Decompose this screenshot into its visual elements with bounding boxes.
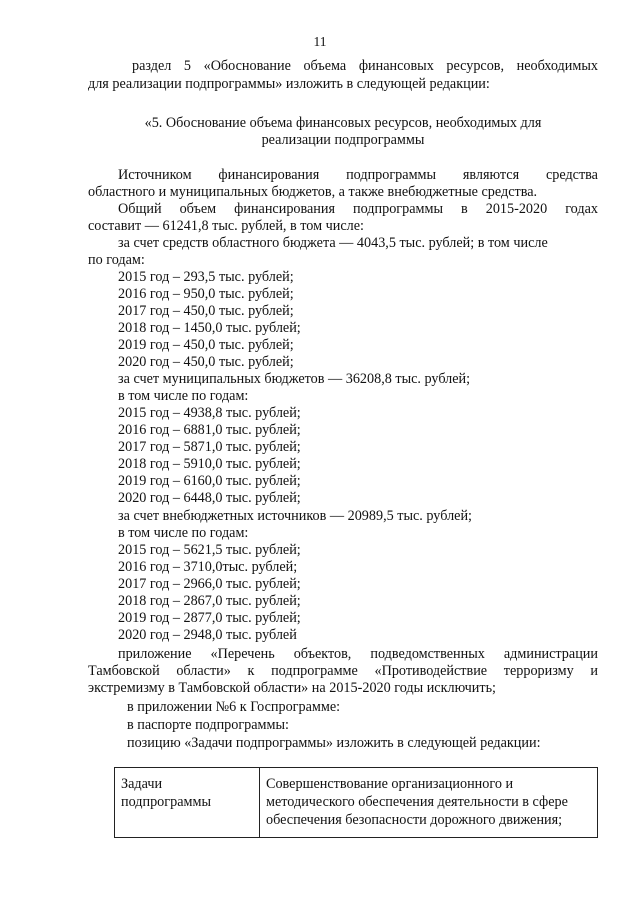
tasks-table [114, 767, 598, 838]
word: Тамбовской [88, 663, 160, 679]
municipal-year-2015: 2015 год – 4938,8 тыс. рублей; [118, 405, 301, 421]
word: являются [462, 167, 520, 183]
word: к [247, 663, 255, 679]
municipal-year-2017: 2017 год – 5871,0 тыс. рублей; [118, 439, 301, 455]
closing-line-1: в приложении №6 к Госпрограмме: [127, 699, 341, 715]
word: подпрограммы [353, 201, 444, 217]
municipal-year-2020: 2020 год – 6448,0 тыс. рублей; [118, 490, 301, 506]
extrabudget-year-2017: 2017 год – 2966,0 тыс. рублей; [118, 576, 301, 592]
municipal-year-2016: 2016 год – 6881,0 тыс. рублей; [118, 422, 301, 438]
extrabudget-year-2018: 2018 год – 2867,0 тыс. рублей; [118, 593, 301, 609]
table-row [115, 768, 598, 838]
word: в [461, 201, 468, 217]
word: финансирования [234, 201, 336, 217]
extrabudget-line: за счет внебюджетных источников — 20989,5 тыс. рублей; [118, 508, 472, 524]
word: «Противодействие [374, 663, 488, 679]
word: терроризму [503, 663, 574, 679]
regional-year-2020: 2020 год – 450,0 тыс. рублей; [118, 354, 294, 370]
municipal-year-2019: 2019 год – 6160,0 тыс. рублей; [118, 473, 301, 489]
regional-year-2019: 2019 год – 450,0 тыс. рублей; [118, 337, 294, 353]
regional-year-2017: 2017 год – 450,0 тыс. рублей; [118, 303, 294, 319]
municipal-budget-line: за счет муниципальных бюджетов — 36208,8 тыс. рублей; [118, 371, 471, 387]
cell-line: Задачи [121, 776, 163, 792]
word: средства [545, 167, 598, 183]
appendix-line-1 [118, 646, 598, 663]
regional-year-2015: 2015 год – 293,5 тыс. рублей; [118, 269, 294, 285]
extrabudget-year-2015: 2015 год – 5621,5 тыс. рублей; [118, 542, 301, 558]
section-title-line-1: «5. Обоснование объема финансовых ресурсов, необходимых для [144, 115, 542, 131]
regional-year-2016: 2016 год – 950,0 тыс. рублей; [118, 286, 294, 302]
word: «Перечень [210, 646, 275, 662]
word: объема [303, 58, 347, 74]
word: «Обоснование [203, 58, 291, 74]
word: объектов, [293, 646, 352, 662]
paragraph-2-line-1 [118, 201, 598, 218]
word: необходимых [516, 58, 598, 74]
cell-line: обеспечения безопасности дорожного движения; [266, 812, 563, 828]
section-title-line-2: реализации подпрограммы [261, 132, 425, 148]
closing-line-2: в паспорте подпрограммы: [127, 717, 289, 733]
table-cell-label [115, 768, 260, 838]
word: Источником [118, 167, 192, 183]
word: финансовых [358, 58, 434, 74]
appendix-line-3: экстремизму в Тамбовской области» на 2015-2020 годы исключить; [88, 680, 496, 696]
word: подведомственных [370, 646, 485, 662]
word: ресурсов, [446, 58, 505, 74]
intro-line-1 [132, 58, 598, 75]
word: объем [179, 201, 217, 217]
word: 5 [183, 58, 192, 74]
word: Общий [118, 201, 162, 217]
paragraph-1-line-2: областного и муниципальных бюджетов, а также внебюджетные средства. [88, 184, 538, 200]
regional-budget-by-years: по годам: [88, 252, 145, 268]
closing-line-3: позицию «Задачи подпрограммы» изложить в следующей редакции: [127, 735, 541, 751]
municipal-year-2018: 2018 год – 5910,0 тыс. рублей; [118, 456, 301, 472]
extrabudget-year-2016: 2016 год – 3710,0тыс. рублей; [118, 559, 298, 575]
table-cell-value [260, 768, 598, 838]
word: 2015-2020 [485, 201, 548, 217]
word: подпрограммы [346, 167, 437, 183]
word: администрации [503, 646, 598, 662]
word: области» [176, 663, 231, 679]
word: финансирования [218, 167, 320, 183]
appendix-line-2 [88, 663, 598, 680]
word: приложение [118, 646, 192, 662]
cell-line: методического обеспечения деятельности в сфере [266, 794, 568, 810]
word: и [590, 663, 598, 679]
regional-year-2018: 2018 год – 1450,0 тыс. рублей; [118, 320, 301, 336]
intro-line-2: для реализации подпрограммы» изложить в следующей редакции: [88, 76, 490, 92]
cell-line: Совершенствование организационного и [266, 776, 514, 792]
paragraph-2-line-2: составит — 61241,8 тыс. рублей, в том числе: [88, 218, 364, 234]
cell-line: подпрограммы [121, 794, 211, 810]
municipal-budget-by-years: в том числе по годам: [118, 388, 249, 404]
word: подпрограмме [271, 663, 358, 679]
word: годах [565, 201, 598, 217]
extrabudget-year-2019: 2019 год – 2877,0 тыс. рублей; [118, 610, 301, 626]
extrabudget-year-2020: 2020 год – 2948,0 тыс. рублей [118, 627, 297, 643]
paragraph-1-line-1 [118, 167, 598, 184]
extrabudget-by-years: в том числе по годам: [118, 525, 249, 541]
word: раздел [132, 58, 172, 74]
regional-budget-line: за счет средств областного бюджета — 4043,5 тыс. рублей; в том числе [118, 235, 548, 251]
page-number: 11 [313, 34, 327, 49]
